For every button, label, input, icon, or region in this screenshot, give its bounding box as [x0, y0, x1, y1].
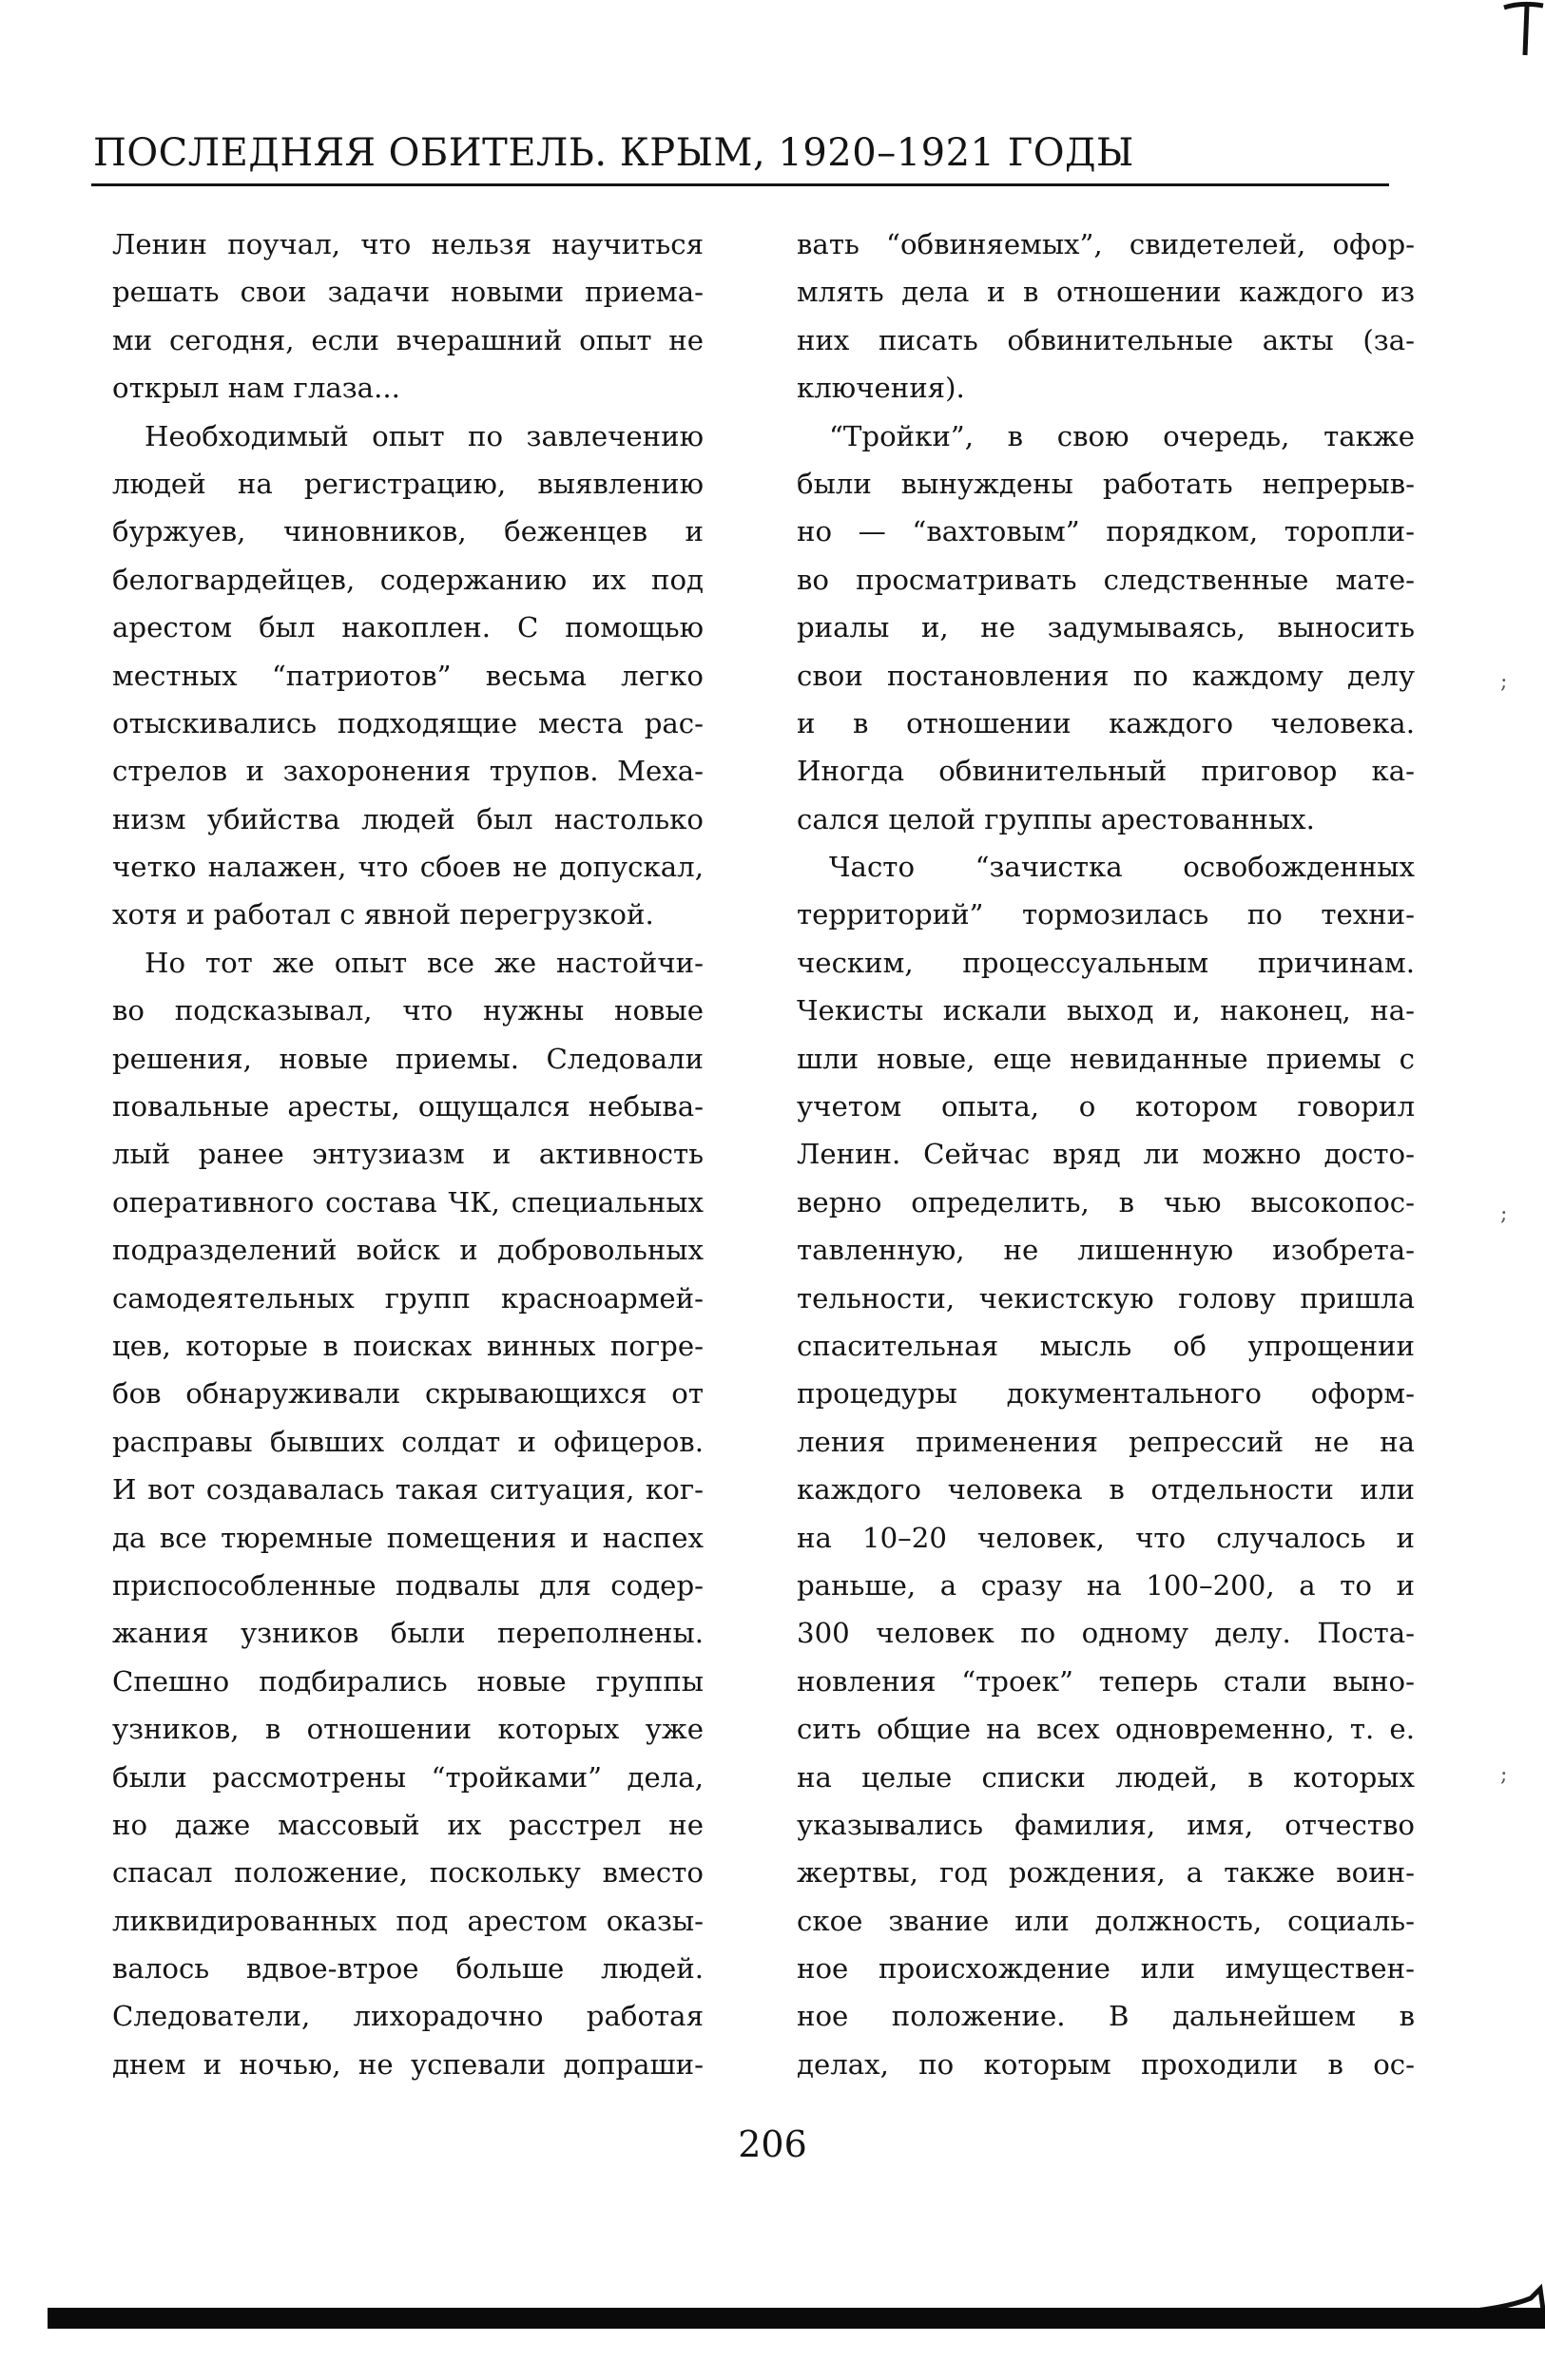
- text-line: на 10–20 человек, что случалось и: [797, 1521, 1415, 1554]
- text-line: во просматривать следственные мате-: [797, 563, 1415, 596]
- text-line: четко налажен, что сбоев не допускал,: [112, 851, 704, 884]
- text-line: ское звание или должность, социаль-: [797, 1904, 1415, 1937]
- text-line: Часто “зачистка освобожденных: [829, 851, 1415, 884]
- text-line: Ленин. Сейчас вряд ли можно досто-: [797, 1138, 1415, 1171]
- text-line: бов обнаруживали скрывающихся от: [112, 1377, 704, 1411]
- text-line: млять дела и в отношении каждого из: [797, 276, 1415, 309]
- text-line: ключения).: [797, 372, 965, 405]
- text-line: ми сегодня, если вчерашний опыт не: [112, 323, 704, 356]
- text-line: ликвидированных под арестом оказы-: [112, 1904, 704, 1937]
- text-line: новления “троек” теперь стали выно-: [797, 1664, 1415, 1698]
- text-line: тавленную, не лишенную изобрета-: [797, 1234, 1415, 1267]
- text-line: Следователи, лихорадочно работая: [112, 2000, 704, 2033]
- text-line: людей на регистрацию, выявлению: [112, 467, 704, 500]
- text-line: свои постановления по каждому делу: [797, 659, 1415, 692]
- text-line: 300 человек по одному делу. Поста-: [797, 1617, 1415, 1650]
- text-line: ное происхождение или имуществен-: [797, 1952, 1415, 1986]
- text-line: шли новые, еще невиданные приемы с: [797, 1042, 1415, 1075]
- text-line: цев, которые в поисках винных погре-: [112, 1329, 704, 1362]
- text-line: ное положение. В дальнейшем в: [797, 2000, 1415, 2033]
- text-line: Ленин поучал, что нельзя научиться: [112, 228, 704, 260]
- text-line: вать “обвиняемых”, свидетелей, офор-: [797, 228, 1415, 260]
- text-line: “Тройки”, в свою очередь, также: [829, 419, 1415, 452]
- text-line: самодеятельных групп красноармей-: [112, 1281, 704, 1315]
- text-line: валось вдвое-втрое больше людей.: [112, 1952, 704, 1986]
- text-line: жания узников были переполнены.: [112, 1617, 704, 1650]
- text-line: ления применения репрессий не на: [797, 1425, 1415, 1458]
- text-line: открыл нам глаза...: [112, 372, 400, 405]
- header-rule: [91, 183, 1389, 186]
- text-line: белогвардейцев, содержанию их под: [112, 563, 704, 596]
- text-line: них писать обвинительные акты (за-: [797, 323, 1415, 356]
- text-line: процедуры документального оформ-: [797, 1377, 1415, 1411]
- text-line: да все тюремные помещения и наспех: [112, 1521, 704, 1554]
- text-line: арестом был накоплен. С помощью: [112, 611, 704, 644]
- text-line: учетом опыта, о котором говорил: [797, 1090, 1415, 1123]
- text-line: расправы бывших солдат и офицеров.: [112, 1425, 704, 1458]
- text-line: подразделений войск и добровольных: [112, 1234, 704, 1267]
- text-line: раньше, а сразу на 100–200, а то и: [797, 1568, 1415, 1602]
- text-line: лый ранее энтузиазм и активность: [112, 1138, 704, 1171]
- text-line: на целые списки людей, в которых: [797, 1760, 1415, 1794]
- text-line: но даже массовый их расстрел не: [112, 1808, 704, 1841]
- text-line: И вот создавалась такая ситуация, ког-: [112, 1473, 704, 1507]
- text-line: указывались фамилия, имя, отчество: [797, 1808, 1415, 1841]
- text-line: сался целой группы арестованных.: [797, 802, 1315, 835]
- text-line: Чекисты искали выход и, наконец, на-: [797, 994, 1415, 1027]
- running-header: ПОСЛЕДНЯЯ ОБИТЕЛЬ. КРЫМ, 1920–1921 ГОДЫ: [93, 131, 1134, 175]
- text-line: спасительная мысль об упрощении: [797, 1329, 1415, 1362]
- text-line: верно определить, в чью высокопос-: [797, 1185, 1415, 1219]
- text-line: местных “патриотов” весьма легко: [112, 659, 704, 692]
- text-line: риалы и, не задумываясь, выносить: [797, 611, 1415, 644]
- text-line: но — “вахтовым” порядком, торопли-: [797, 515, 1415, 548]
- corner-scan-mark: [1502, 0, 1545, 57]
- text-line: стрелов и захоронения трупов. Меха-: [112, 755, 704, 788]
- text-line: днем и ночью, не успевали допраши-: [112, 2047, 704, 2081]
- text-line: решения, новые приемы. Следовали: [112, 1042, 704, 1075]
- margin-mark: ;: [1500, 1202, 1508, 1226]
- text-line: приспособленные подвалы для содер-: [112, 1568, 704, 1602]
- left-column: [112, 221, 704, 2088]
- text-line: Иногда обвинительный приговор ка-: [797, 755, 1415, 788]
- bottom-scan-bar: [48, 2308, 1545, 2329]
- text-line: узников, в отношении которых уже: [112, 1713, 704, 1746]
- text-line: оперативного состава ЧК, специальных: [112, 1185, 704, 1219]
- right-column: [797, 221, 1415, 2088]
- text-line: буржуев, чиновников, беженцев и: [112, 515, 704, 548]
- text-line: решать свои задачи новыми приема-: [112, 276, 704, 309]
- text-line: низм убийства людей был настолько: [112, 802, 704, 835]
- text-line: Но тот же опыт все же настойчи-: [145, 946, 704, 979]
- text-line: были вынуждены работать непрерыв-: [797, 467, 1415, 500]
- page-number: 206: [738, 2123, 807, 2165]
- text-line: Спешно подбирались новые группы: [112, 1664, 704, 1698]
- text-line: и в отношении каждого человека.: [797, 706, 1415, 739]
- text-line: во подсказывал, что нужны новые: [112, 994, 704, 1027]
- text-line: жертвы, год рождения, а также воин-: [797, 1856, 1415, 1890]
- text-line: были рассмотрены “тройками” дела,: [112, 1760, 704, 1794]
- text-line: Необходимый опыт по завлечению: [145, 419, 704, 452]
- margin-mark: ;: [1500, 670, 1508, 694]
- text-line: территорий” тормозилась по техни-: [797, 898, 1415, 931]
- text-line: тельности, чекистскую голову пришла: [797, 1281, 1415, 1315]
- text-line: делах, по которым проходили в ос-: [797, 2047, 1415, 2081]
- text-line: отыскивались подходящие места рас-: [112, 706, 704, 739]
- text-line: повальные аресты, ощущался небыва-: [112, 1090, 704, 1123]
- text-line: хотя и работал с явной перегрузкой.: [112, 898, 654, 931]
- text-line: ческим, процессуальным причинам.: [797, 946, 1415, 979]
- text-line: каждого человека в отдельности или: [797, 1473, 1415, 1507]
- text-line: спасал положение, поскольку вместо: [112, 1856, 704, 1890]
- text-line: сить общие на всех одновременно, т. е.: [797, 1713, 1415, 1746]
- margin-mark: ;: [1500, 1763, 1508, 1787]
